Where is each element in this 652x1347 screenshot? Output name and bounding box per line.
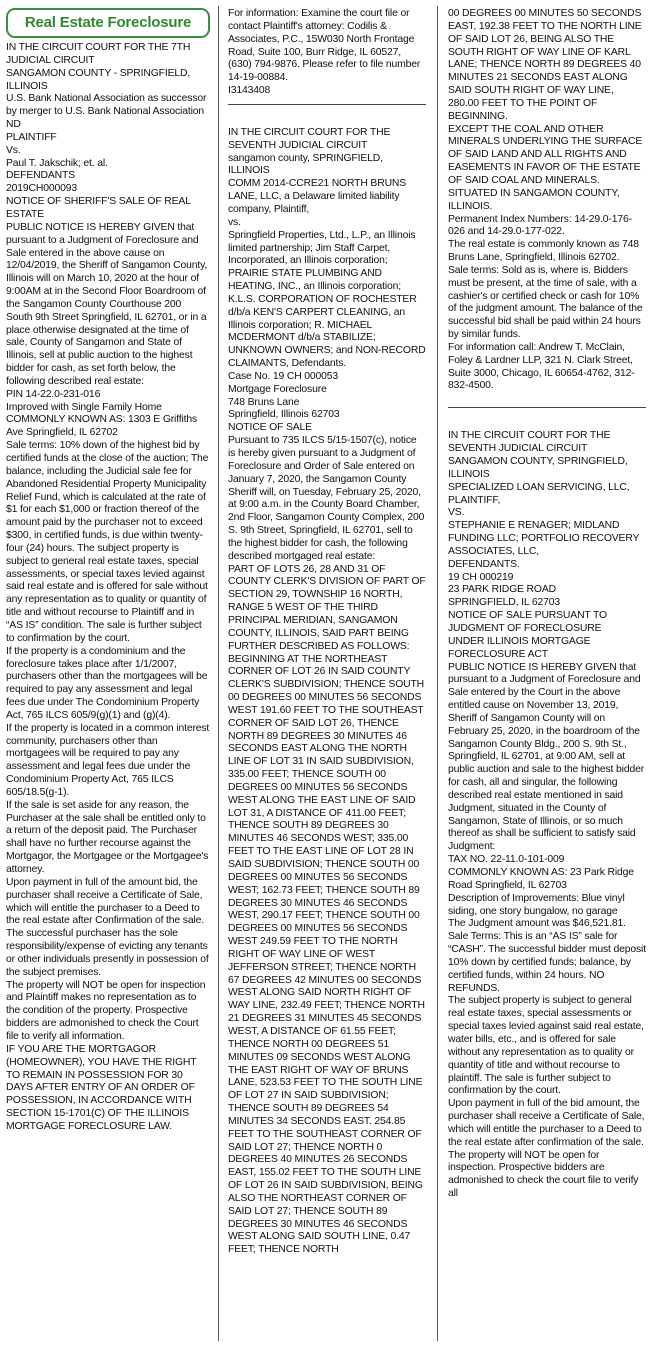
notice-paragraph: 00 DEGREES 00 MINUTES 50 SECONDS EAST, 192.38 FEET TO THE NORTH LINE OF SAID LOT 26, BEING ALSO THE SOUTH RIGHT OF WAY LINE OF KARL LANE; THENCE NORTH 89 DEGREES 40 MINUTES 21 SECONDS EAST ALONG SAID SOUTH RIGHT OF WAY LINE, 280.00 FEET TO THE POINT OF BEGINNING. <box>448 8 642 122</box>
notice-paragraph: If the property is a condominium and the foreclosure takes place after 1/1/2007, purchasers other than the mortgagees will be required to pay any assessment and legal fees due under The Condominium Property Act, 765 ILCS 605/9(g)(1) and (g)(4). <box>6 645 208 721</box>
notice-paragraph: Sale terms: 10% down of the highest bid by certified funds at the close of the auction; The balance, including the Judicial sale fee for Abandoned Residential Property Municipality Relief Fund, which is calculated at the rate of $1 for each $1,000 or fraction thereof of the amount paid by the purchaser not to exceed $300, in certified funds, is due within twenty-four (24) hours. The subject property is subject to general real estate taxes, special assessments, or special taxes levied against said real estate and is offered for sale without any representation as to quality or quantity of title and without recourse to Plaintiff and in “AS IS” condition. The sale is further subject to confirmation by the court. <box>6 440 209 644</box>
notice-paragraph: Paul T. Jakschik; et. al. <box>6 157 108 169</box>
notice-paragraph: EXCEPT THE COAL AND OTHER MINERALS UNDERLYING THE SURFACE OF SAID LAND AND ALL RIGHTS AND EASEMENTS IN FAVOR OF THE ESTATE OF SAID COAL AND MINERALS. <box>448 123 643 186</box>
notice-paragraph: Improved with Single Family Home <box>6 401 162 413</box>
notice-paragraph: PUBLIC NOTICE IS HEREBY GIVEN that pursuant to a Judgment of Foreclosure and Sale entered in the above cause on 12/04/2019, the Sheriff of Sangamon County, Illinois will on March 10, 2020 at the hour of 9:00AM at in the Second Floor Boardroom of the Sangamon County Courthouse 200 South 9th Street Springfield, IL 62701, or in a place otherwise designated at the time of sale, County of Sangamon and State of Illinois, sell at public auction to the highest bidder for cash, as set forth below, the following described real estate: <box>6 221 208 387</box>
notice-paragraph: COMMONLY KNOWN AS: 1303 E Griffiths Ave Springfield, IL 62702 <box>6 414 198 439</box>
notice-paragraph: BEGINNING AT THE NORTHEAST CORNER OF LOT 26 IN SAID COUNTY CLERK'S SUBDIVISION; THENCE SOUTH 00 DEGREES 00 MINUTES 56 SECONDS WEST 191.60 FEET TO THE SOUTHEAST CORNER OF SAID LOT 26, THENCE NORTH 89 DEGREES 30 MINUTES 46 SECONDS EAST ALONG THE NORTH LINE OF LOT 31 IN SAID SUBDIVISION, 335.00 FEET; THENCE SOUTH 00 DEGREES 00 MINUTES 56 SECONDS WEST ALONG THE EAST LINE OF SAID LOT 31, A DISTANCE OF 411.00 FEET; THENCE SOUTH 89 DEGREES 30 MINUTES 46 SECONDS WEST; 335.00 FEET TO THE EAST LINE OF LOT 28 IN SAID SUBDIVISION; THENCE SOUTH 00 DEGREES 00 MINUTES 56 SECONDS WEST; 162.73 FEET; THENCE SOUTH 89 DEGREES 30 MINUTES 46 SECONDS WEST, 290.17 FEET; THENCE SOUTH 00 DEGREES 00 MINUTES 56 SECONDS WEST 249.59 FEET TO THE NORTH RIGHT OF WAY LINE OF WEST JEFFERSON STREET; THENCE NORTH 67 DEGREES 42 MINUTES 00 SECONDS WEST ALONG SAID NORTH RIGHT OF WAY LINE, 232.49 FEET; THENCE NORTH 21 DEGREES 31 MINUTES 45 SECONDS WEST, A DISTANCE OF 61.55 FEET; THENCE NORTH 00 DEGREES 51 MINUTES 09 SECONDS WEST ALONG THE EAST RIGHT OF WAY OF BRUNS LANE, 523.53 FEET TO THE SOUTH LINE OF LOT 27 IN SAID SUBDIVISION; THENCE SOUTH 89 DEGREES 54 MINUTES 34 SECONDS EAST. 254.85 FEET TO THE SOUTHEAST CORNER OF SAID LOT 27; THENCE NORTH 0 DEGREES 40 MINUTES 26 SECONDS EAST, 155.02 FEET TO THE SOUTH LINE OF LOT 26 IN SAID SUBDIVISION, BEING ALSO THE NORTHEAST CORNER OF SAID LOT 27; THENCE SOUTH 89 DEGREES 30 MINUTES 46 SECONDS WEST ALONG SAID SOUTH LINE, 0.47 FEET; THENCE NORTH <box>228 653 425 1256</box>
notice-3-body <box>448 430 646 1201</box>
notice-paragraph: The property will NOT be open for inspection and Plaintiff makes no representation as to the condition of the property. Prospective bidders are admonished to check the Court file to verify all information. <box>6 979 206 1042</box>
notice-paragraph: Sale Terms: This is an “AS IS” sale for “CASH”. The successful bidder must deposit 10% down by certified funds; balance, by certified funds, within 24 hours. NO REFUNDS. <box>448 931 646 994</box>
notice-paragraph: For information: Examine the court file or contact Plaintiff's attorney: Codilis & Associates, P.C., 15W030 North Frontage Road, Suite 100, Burr Ridge, IL 60527, (630) 794-9876. Please refer to file number 14-19-00884. <box>228 8 421 84</box>
notice-paragraph: 23 PARK RIDGE ROAD <box>448 584 556 596</box>
notice-paragraph: NOTICE OF SALE <box>228 422 312 434</box>
notice-paragraph: If the sale is set aside for any reason, the Purchaser at the sale shall be entitled only to a return of the deposit paid. The Purchaser shall have no further recourse against the Mortgagor, the Mortgagee or the Mortgagee's attorney. <box>6 799 209 875</box>
notice-paragraph: Mortgage Foreclosure <box>228 383 327 395</box>
notice-paragraph: Springfield Properties, Ltd., L.P., an Illinois limited partnership; Jim Staff Carpet, Incorporated, an Illinois corporation; PRAIRIE STATE PLUMBING AND HEATING, INC., an Illinois corporation; K.L.S. CORPORATION OF ROCHESTER d/b/a KEN'S CARPERT CLEANING, an Illinois corporation; R. MICHAEL MCDERMONT d/b/a STABILIZE; UNKNOWN OWNERS; and NON-RECORD CLAIMANTS, Defendants. <box>228 229 426 370</box>
notice-paragraph: PUBLIC NOTICE IS HEREBY GIVEN that pursuant to a Judgment of Foreclosure and Sale entered by the Court in the above entitled cause on November 13, 2019, Sheriff of Sangamon County will on February 25, 2020, in the boardroom of the Sangamon County Bldg., 200 S. 9th St., Springfield, IL 62701, at 9:00 AM, sell at public auction and sale to the highest bidder for cash, all and singular, the following described real estate mentioned in said Judgment, situated in the County of Sangamon, State of Illinois, or so much thereof as shall be sufficient to satisfy said Judgment: <box>448 661 645 853</box>
notice-paragraph: U.S. Bank National Association as successor by merger to U.S. Bank National Association ND <box>6 93 207 131</box>
section-header <box>6 8 210 38</box>
notice-paragraph: STEPHANIE E RENAGER; MIDLAND FUNDING LLC; PORTFOLIO RECOVERY ASSOCIATES, LLC, <box>448 520 640 557</box>
notice-paragraph: UNDER ILLINOIS MORTGAGE FORECLOSURE ACT <box>448 635 591 660</box>
notice-paragraph: PIN 14-22.0-231-016 <box>6 388 101 400</box>
notice-paragraph: vs. <box>228 216 241 228</box>
notice-paragraph: Description of Improvements: Blue vinyl siding, one story bungalow, no garage <box>448 892 625 917</box>
notice-separator <box>448 407 646 408</box>
column-1 <box>6 8 210 1134</box>
notice-paragraph: Vs. <box>6 144 21 156</box>
notice-paragraph: sangamon county, SPRINGFIELD, ILLINOIS <box>228 152 383 177</box>
notice-paragraph: The subject property is subject to general real estate taxes, special assessments or special taxes levied against said real estate, water bills, etc., and is offered for sale without any representation as to quality or quantity of title and without recourse to plaintiff. The sale is further subject to confirmation by the court. <box>448 995 644 1097</box>
notice-paragraph: PLAINTIFF <box>6 131 57 143</box>
notice-paragraph: NOTICE OF SHERIFF'S SALE OF REAL ESTATE <box>6 196 191 220</box>
notice-paragraph: SANGAMON COUNTY - SPRINGFIELD, ILLINOIS <box>6 67 191 92</box>
notice-1-body <box>6 42 210 1134</box>
notice-paragraph: Upon payment in full of the amount bid, the purchaser shall receive a Certificate of Sale, which will entitle the purchaser to a Deed to the real estate after Confirmation of the sale. The successful purchaser has the sole responsibility/expense of evicting any tenants or other individuals presently in possession of the subject premises. <box>6 876 209 978</box>
notice-separator <box>228 104 426 105</box>
notice-paragraph: The Judgment amount was $46,521.81. <box>448 918 626 930</box>
notice-paragraph: DEFENDANTS. <box>448 558 520 570</box>
notice-paragraph: SITUATED IN SANGAMON COUNTY, ILLINOIS. <box>448 187 620 212</box>
notice-paragraph: Upon payment in full of the bid amount, the purchaser shall receive a Certificate of Sale, which will entitle the purchaser to a Deed to the real estate after confirmation of the sale. <box>448 1098 645 1148</box>
notice-paragraph: Sale terms: Sold as is, where is. Bidders must be present, at the time of sale, with a cashier's or certified check or cash for 10% of the judgment amount. The balance of the successful bid shall be paid within 24 hours by similar funds. <box>448 264 643 341</box>
notice-paragraph: TAX NO. 22-11.0-101-009 <box>448 854 565 866</box>
column-divider-left <box>218 6 219 1341</box>
notice-paragraph: The real estate is commonly known as 748 Bruns Lane, Springfield, Illinois 62702. <box>448 239 639 264</box>
notice-paragraph: COMM 2014-CCRE21 NORTH BRUNS LANE, LLC, a Delaware limited liability company, Plaintiff, <box>228 178 407 215</box>
notice-paragraph: IN THE CIRCUIT COURT FOR THE SEVENTH JUDICIAL CIRCUIT <box>228 126 391 151</box>
notice-1-continuation <box>228 8 426 98</box>
column-2 <box>228 8 426 1257</box>
notice-paragraph: NOTICE OF SALE PURSUANT TO JUDGMENT OF FORECLOSURE <box>448 610 607 634</box>
notice-paragraph: 2019CH000093 <box>6 183 77 195</box>
column-3 <box>448 8 646 1201</box>
notice-2-continuation <box>448 8 646 393</box>
notice-paragraph: PART OF LOTS 26, 28 AND 31 OF COUNTY CLERK'S DIVISION OF PART OF SECTION 29, TOWNSHIP 16 NORTH, RANGE 5 WEST OF THE THIRD PRINCIPAL MERIDIAN, SANGAMON COUNTY, ILLINOIS, SAID PART BEING FURTHER DESCRIBED AS FOLLOWS: <box>228 563 426 652</box>
notice-2-body <box>228 127 426 1257</box>
section-header-title: Real Estate Foreclosure <box>24 13 192 31</box>
notice-paragraph: Springfield, Illinois 62703 <box>228 409 340 421</box>
notice-paragraph: The property will NOT be open for inspection. Prospective bidders are admonished to check the court file to verify all <box>448 1149 639 1200</box>
column-divider-right <box>437 6 438 1341</box>
notice-paragraph: For information call: Andrew T. McClain, Foley & Lardner LLP, 321 N. Clark Street, Suite 3000, Chicago, IL 60654-4762, 312-832-4500. <box>448 341 635 392</box>
notice-paragraph: COMMONLY KNOWN AS: 23 Park Ridge Road Springfield, IL 62703 <box>448 867 634 891</box>
notice-paragraph: Permanent Index Numbers: 14-29.0-176-026 and 14-29.0-177-022. <box>448 213 632 238</box>
notice-paragraph: IN THE CIRCUIT COURT FOR THE SEVENTH JUDICIAL CIRCUIT <box>448 430 611 455</box>
notice-paragraph: Case No. 19 CH 000053 <box>228 370 339 382</box>
notice-paragraph: DEFENDANTS <box>6 170 75 182</box>
notice-paragraph: 748 Bruns Lane <box>228 396 300 408</box>
notice-paragraph: SPECIALIZED LOAN SERVICING, LLC, PLAINTIFF, <box>448 481 630 506</box>
notice-paragraph: Pursuant to 735 ILCS 5/15-1507(c), notice is hereby given pursuant to a Judgment of Foreclosure and Order of Sale entered on January 7, 2020, the Sangamon County Sheriff will, on Tuesday, February 25, 2020, at 9:00 a.m. in the County Board Chamber, 2nd Floor, Sangamon County Complex, 200 S. 9th Street, Springfield, IL 62701, sell to the highest bidder for cash, the following described mortgaged real estate: <box>228 435 425 562</box>
notice-paragraph: SPRINGFIELD, IL 62703 <box>448 597 560 609</box>
notice-paragraph: 19 CH 000219 <box>448 571 514 583</box>
notice-paragraph: IF YOU ARE THE MORTGAGOR (HOMEOWNER), YOU HAVE THE RIGHT TO REMAIN IN POSSESSION FOR 30 DAYS AFTER ENTRY OF AN ORDER OF POSSESSION, IN ACCORDANCE WITH SECTION 15-1701(C) OF THE ILLINOIS MORTGAGE FORECLOSURE LAW. <box>6 1043 197 1132</box>
notice-paragraph: I3143408 <box>228 85 271 97</box>
notice-paragraph: VS. <box>448 507 465 519</box>
notice-paragraph: SANGAMON COUNTY, SPRINGFIELD, ILLINOIS <box>448 456 628 480</box>
notice-paragraph: IN THE CIRCUIT COURT FOR THE 7TH JUDICIAL CIRCUIT <box>6 42 191 66</box>
notice-paragraph: If the property is located in a common interest community, purchasers other than mortgagees will be required to pay any assessment and legal fees due under the Condominium Property Act, 765 ILCS 605/18.5(g-1). <box>6 722 210 798</box>
